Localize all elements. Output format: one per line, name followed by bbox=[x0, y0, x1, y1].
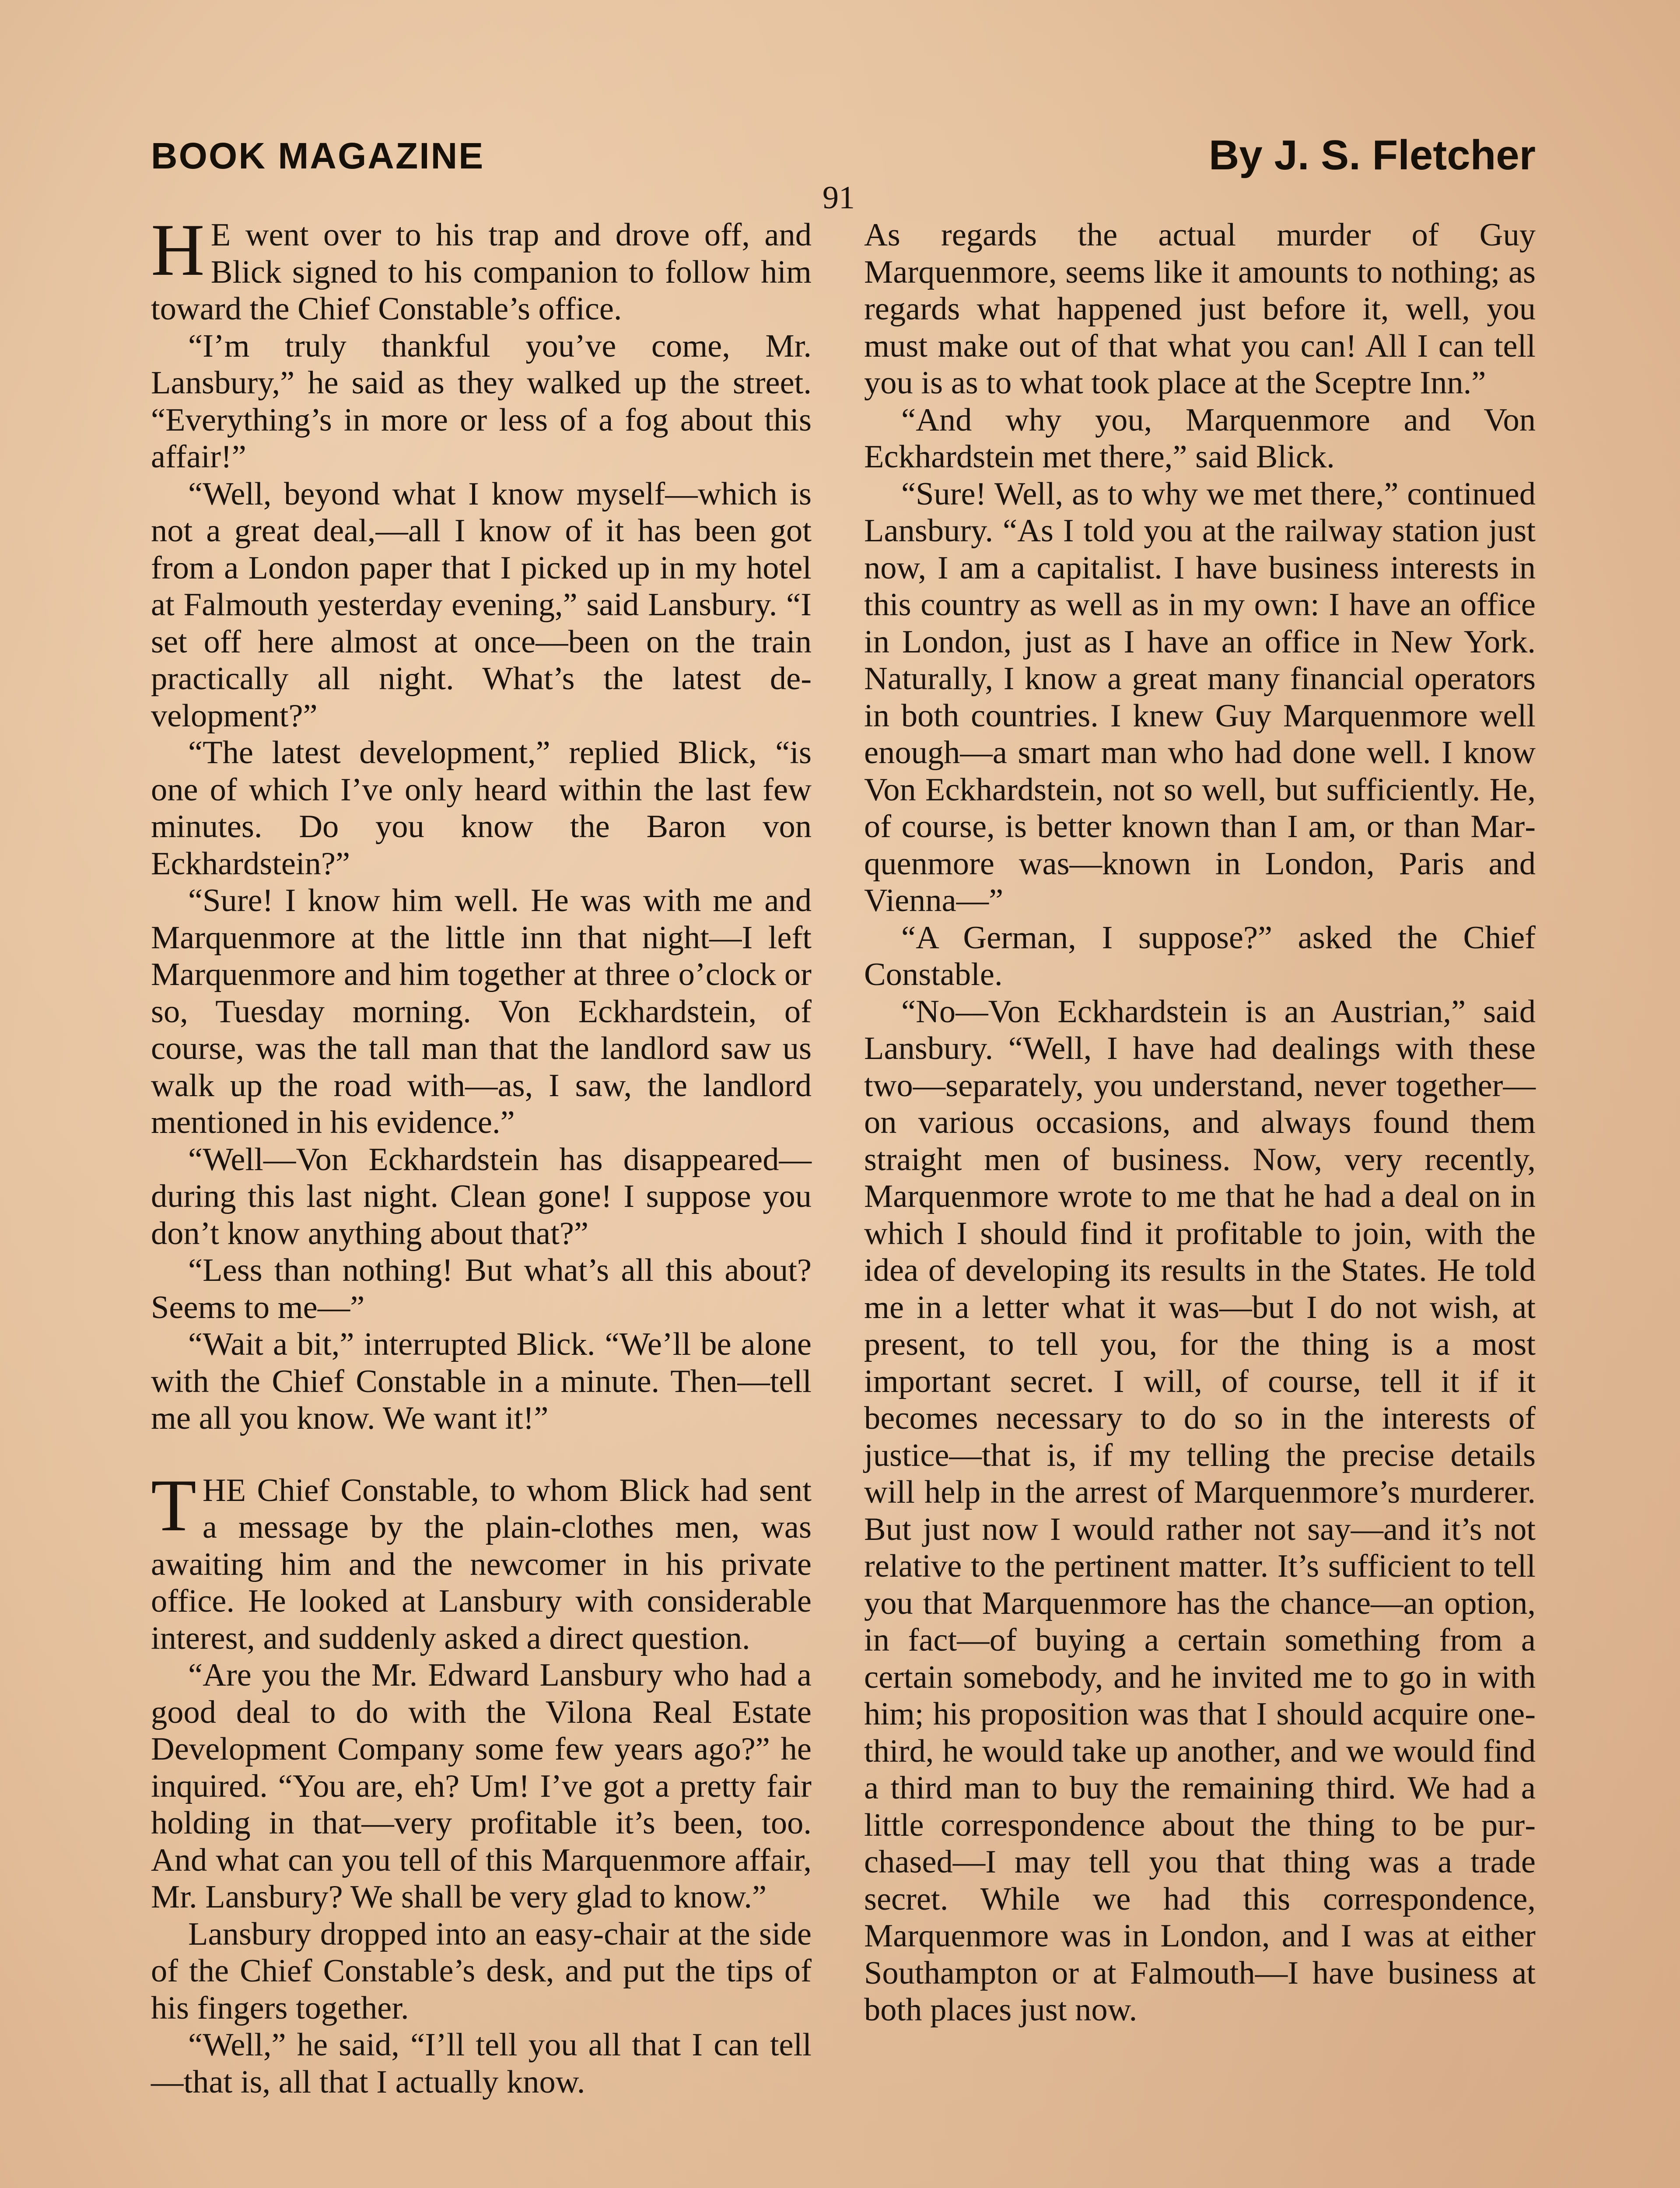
paragraph bbox=[151, 1326, 812, 1437]
paragraph bbox=[151, 328, 812, 476]
author-byline: By J. S. Fletcher bbox=[1209, 132, 1536, 179]
paragraph-text: “Sure! I know him well. He was with me and Marquenmore at the little inn that night—I left Marquenmore and him together at three o’clock or so, Tuesday morning. Von Eckhardstein, of course, was the tall man that the landlord saw us walk up the road with—as, I saw, the landlord mentioned in his evidence.” bbox=[151, 883, 812, 1140]
right-column bbox=[864, 217, 1536, 2029]
paragraph-text: As regards the actual murder of Guy Marquenmore, seems like it amounts to nothing; as regards what happened just before it, well, you must make out of that what you can! All I can tell you is as to what took place at the Sceptre Inn.” bbox=[864, 217, 1536, 401]
drop-cap-initial: H bbox=[151, 209, 205, 291]
paragraph-text: “Wait a bit,” interrupted Blick. “We’ll be alone with the Chief Constable in a minute. Then—tell me all you know. We want it!” bbox=[151, 1326, 812, 1436]
paragraph bbox=[151, 2027, 812, 2100]
magazine-title: BOOK MAGAZINE bbox=[151, 135, 485, 176]
paragraph-text: “And why you, Marquenmore and Von Eckhardstein met there,” said Blick. bbox=[864, 402, 1536, 475]
paragraph-text: E went over to his trap and drove off, and Blick signed to his companion to follow him toward the Chief Constable’s office. bbox=[151, 217, 812, 327]
paragraph bbox=[151, 1252, 812, 1326]
paragraph bbox=[864, 402, 1536, 476]
paragraph bbox=[151, 209, 812, 328]
paragraph-text: Lansbury dropped into an easy-chair at the side of the Chief Constable’s desk, and put the tips of his fingers together. bbox=[151, 1916, 812, 2026]
paragraph bbox=[151, 1916, 812, 2027]
paragraph-text: “Sure! Well, as to why we met there,” continued Lansbury. “As I told you at the railway station just now, I am a capitalist. I have business interests in this country as well as in my own: I have an office in London, just as I have an office in New York. Naturally, I know a great many financial operators in both countries. I knew Guy Marquenmore well enough—a smart man who had done well. I know Von Eckhardstein, not so well, but sufficiently. He, of course, is better known than I am, or than Marquenmore was—known in London, Paris and Vienna—” bbox=[864, 476, 1536, 919]
paragraph-text: “Well—Von Eckhardstein has disappeared—during this last night. Clean gone! I suppose you don’t know anything about that?” bbox=[151, 1141, 812, 1252]
paragraph-text: “Are you the Mr. Edward Lansbury who had a good deal to do with the Vilona Real Estate Development Company some few years ago?” he inquired. “You are, eh? Um! I’ve got a pretty fair holding in that—very profitable it’s been, too. And what can you tell of this Marquenmore affair, Mr. Lansbury? We shall be very glad to know.” bbox=[151, 1657, 812, 1915]
paragraph bbox=[864, 919, 1536, 993]
paragraph bbox=[864, 993, 1536, 2029]
paragraph bbox=[151, 1141, 812, 1252]
paragraph bbox=[151, 1464, 812, 1657]
paragraph bbox=[151, 734, 812, 882]
paragraph bbox=[864, 217, 1536, 402]
page-number: 91 bbox=[822, 180, 855, 216]
paragraph-text: “Well, beyond what I know myself—which is not a great deal,—all I know of it has been got from a London paper that I picked up in my hotel at Falmouth yesterday evening,” said Lansbury. “I set off here almost at once—been on the train practically all night. What’s the latest development?” bbox=[151, 476, 812, 734]
paragraph bbox=[151, 1657, 812, 1916]
left-column bbox=[151, 209, 812, 2100]
paragraph-text: “Well,” he said, “I’ll tell you all that I can tell—that is, all that I actually know. bbox=[151, 2027, 812, 2100]
paragraph-text: “A German, I suppose?” asked the Chief Constable. bbox=[864, 919, 1536, 992]
paragraph-text: “I’m truly thankful you’ve come, Mr. Lansbury,” he said as they walked up the street. “Everything’s in more or less of a fog about this affair!” bbox=[151, 328, 812, 475]
paragraph bbox=[151, 882, 812, 1141]
drop-cap-initial: T bbox=[151, 1464, 196, 1546]
paragraph bbox=[864, 476, 1536, 919]
paragraph-text: “Less than nothing! But what’s all this about? Seems to me—” bbox=[151, 1252, 812, 1325]
paragraph-text: HE Chief Constable, to whom Blick had sent a message by the plain-clothes men, was awaiting him and the newcomer in his private office. He looked at Lansbury with considerable interest, and suddenly asked a direct question. bbox=[151, 1472, 812, 1656]
paragraph-text: “No—Von Eckhardstein is an Austrian,” said Lansbury. “Well, I have had dealings with these two—separately, you understand, never together—on various occasions, and always found them straight men of business. Now, very recently, Marquenmore wrote to me that he had a deal on in which I should find it profitable to join, with the idea of developing its results in the States. He told me in a letter what it was—but I do not wish, at present, to tell you, for the thing is a most important secret. I will, of course, tell it if it becomes necessary to do so in the interests of justice—that is, if my telling the precise details will help in the arrest of Marquenmore’s murderer. But just now I would rather not say—and it’s not relative to the pertinent matter. It’s sufficient to tell you that Marquenmore has the chance—an option, in fact—of buying a certain something from a certain somebody, and he invited me to go in with him; his proposition was that I should acquire one-third, he would take up another, and we would find a third man to buy the remaining third. We had a little correspondence about the thing to be purchased—I may tell you that thing was a trade secret. While we had this correspondence, Marquenmore was in London, and I was at either Southampton or at Falmouth—I have business at both places just now. bbox=[864, 993, 1536, 2028]
paragraph-text: “The latest development,” replied Blick, “is one of which I’ve only heard within the last few minutes. Do you know the Baron von Eckhardstein?” bbox=[151, 735, 812, 882]
paragraph bbox=[151, 476, 812, 735]
running-header bbox=[151, 131, 1536, 179]
